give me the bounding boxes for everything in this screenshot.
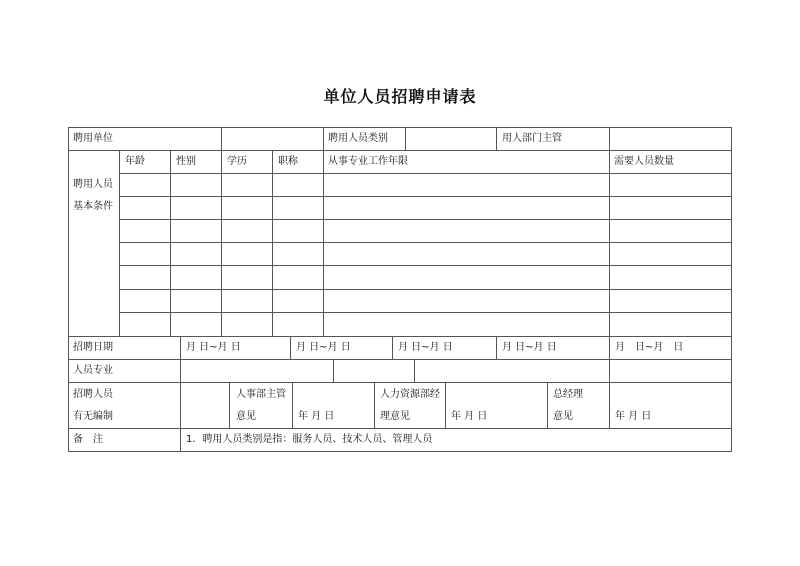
major-label: 人员专业 <box>73 365 113 376</box>
date-range-5[interactable]: 月 日~月 日 <box>615 342 684 353</box>
unit-label: 聘用单位 <box>73 133 113 144</box>
dates-label: 招聘日期 <box>73 342 113 353</box>
date-range-3[interactable]: 月 日~月 日 <box>398 342 453 353</box>
header-gender: 性别 <box>176 156 196 167</box>
conditions-label-line2: 基本条件 <box>73 201 113 212</box>
header-headcount: 需要人员数量 <box>614 156 674 167</box>
header-age: 年龄 <box>125 156 145 167</box>
hr-manager-label-line2: 理意见 <box>380 411 410 422</box>
staffing-label-line1: 招聘人员 <box>73 389 113 400</box>
gm-label-line2: 意见 <box>553 411 573 422</box>
header-education: 学历 <box>227 156 247 167</box>
remarks-label: 备 注 <box>73 434 103 445</box>
hr-manager-date[interactable]: 年 月 日 <box>451 411 488 422</box>
remarks-text: 1．聘用人员类别是指：服务人员、技术人员、管理人员 <box>186 434 433 445</box>
category-label: 聘用人员类别 <box>328 133 388 144</box>
staffing-label-line2: 有无编制 <box>73 411 113 422</box>
date-range-4[interactable]: 月 日~月 日 <box>502 342 557 353</box>
header-title: 职称 <box>278 156 298 167</box>
page-title: 单位人员招聘申请表 <box>323 87 477 106</box>
hr-supervisor-label-line1: 人事部主管 <box>236 389 286 400</box>
header-years: 从事专业工作年限 <box>328 156 408 167</box>
hr-manager-label-line1: 人力资源部经 <box>380 389 440 400</box>
gm-date[interactable]: 年 月 日 <box>615 411 652 422</box>
hr-supervisor-label-line2: 意见 <box>236 411 256 422</box>
supervisor-label: 用人部门主管 <box>502 133 562 144</box>
conditions-label-line1: 聘用人员 <box>73 179 113 190</box>
gm-label-line1: 总经理 <box>553 389 583 400</box>
hr-supervisor-date[interactable]: 年 月 日 <box>298 411 335 422</box>
date-range-2[interactable]: 月 日~月 日 <box>296 342 351 353</box>
date-range-1[interactable]: 月 日~月 日 <box>186 342 241 353</box>
